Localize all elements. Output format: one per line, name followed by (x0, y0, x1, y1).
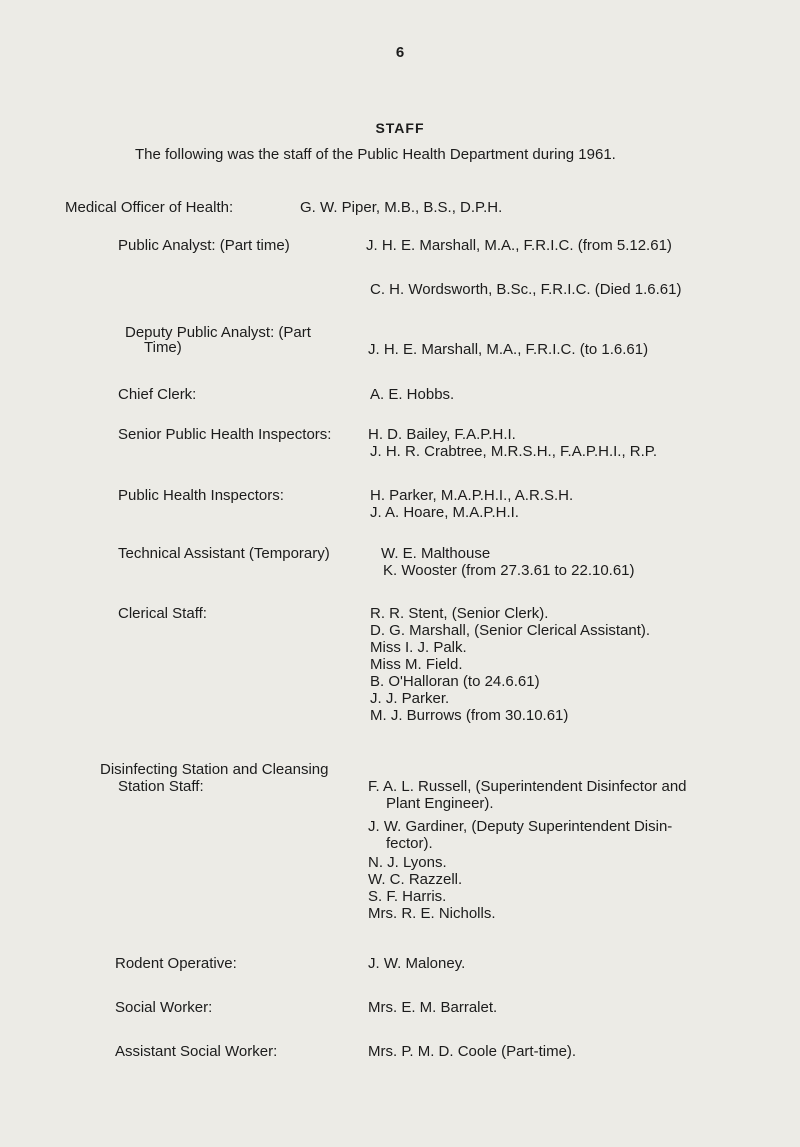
page-title: STAFF (375, 120, 425, 136)
staff-label: Deputy Public Analyst: (Part (125, 324, 311, 341)
staff-name: W. E. Malthouse (381, 545, 491, 562)
staff-name: J. W. Gardiner, (Deputy Superintendent Disin- (368, 818, 673, 835)
staff-name: F. A. L. Russell, (Superintendent Disinfector and (368, 778, 687, 795)
staff-label: Technical Assistant (Temporary) (118, 545, 330, 562)
staff-label: Station Staff: (118, 778, 204, 795)
staff-name: H. Parker, M.A.P.H.I., A.R.S.H. (370, 487, 574, 504)
staff-name: J. H. E. Marshall, M.A., F.R.I.C. (from 5.12.61) (366, 237, 672, 254)
staff-name: Mrs. E. M. Barralet. (368, 999, 498, 1016)
staff-name: Mrs. P. M. D. Coole (Part-time). (368, 1043, 577, 1060)
staff-label: Disinfecting Station and Cleansing (100, 761, 329, 778)
staff-name: H. D. Bailey, F.A.P.H.I. (368, 426, 516, 443)
staff-name: J. J. Parker. (370, 690, 450, 707)
staff-name: D. G. Marshall, (Senior Clerical Assistant). (370, 622, 651, 639)
staff-name: B. O'Halloran (to 24.6.61) (370, 673, 540, 690)
staff-name: W. C. Razzell. (368, 871, 463, 888)
staff-name: Plant Engineer). (386, 795, 494, 812)
staff-name: C. H. Wordsworth, B.Sc., F.R.I.C. (Died 1.6.61) (370, 281, 682, 298)
staff-name: Miss M. Field. (370, 656, 463, 673)
staff-name: Miss I. J. Palk. (370, 639, 467, 656)
staff-name: N. J. Lyons. (368, 854, 447, 871)
staff-label: Chief Clerk: (118, 386, 197, 403)
staff-label: Public Health Inspectors: (118, 487, 284, 504)
staff-name: A. E. Hobbs. (370, 386, 455, 403)
staff-name: J. A. Hoare, M.A.P.H.I. (370, 504, 519, 521)
page-number: 6 (395, 44, 405, 61)
staff-name: Mrs. R. E. Nicholls. (368, 905, 496, 922)
staff-label: Assistant Social Worker: (115, 1043, 278, 1060)
staff-name: J. W. Maloney. (368, 955, 466, 972)
staff-label: Clerical Staff: (118, 605, 207, 622)
moh-label: Medical Officer of Health: (65, 199, 234, 216)
staff-name: M. J. Burrows (from 30.10.61) (370, 707, 569, 724)
staff-name: J. H. E. Marshall, M.A., F.R.I.C. (to 1.6.61) (368, 341, 649, 358)
staff-name: J. H. R. Crabtree, M.R.S.H., F.A.P.H.I., R.P. (370, 443, 658, 460)
staff-label: Senior Public Health Inspectors: (118, 426, 332, 443)
staff-label: Rodent Operative: (115, 955, 237, 972)
staff-name: R. R. Stent, (Senior Clerk). (370, 605, 549, 622)
staff-label: Public Analyst: (Part time) (118, 237, 290, 254)
staff-name: S. F. Harris. (368, 888, 447, 905)
staff-name: K. Wooster (from 27.3.61 to 22.10.61) (383, 562, 635, 579)
staff-label: Social Worker: (115, 999, 213, 1016)
staff-label: Time) (144, 339, 182, 356)
intro-text: The following was the staff of the Public Health Department during 1961. (135, 146, 616, 163)
staff-name: fector). (386, 835, 433, 852)
moh-value: G. W. Piper, M.B., B.S., D.P.H. (300, 199, 503, 216)
